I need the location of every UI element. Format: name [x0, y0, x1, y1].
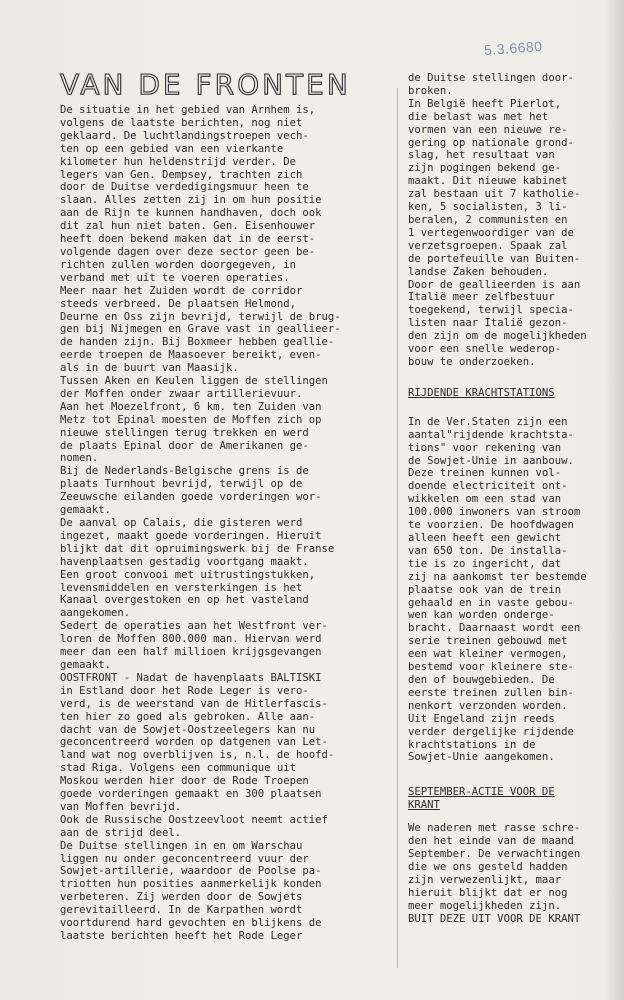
text-line: blijkt dat dit opruimingswerk bij de Franse: [60, 542, 335, 555]
text-line: ten op een gebied van een vierkante: [60, 142, 284, 155]
text-line: den zijn om de mogelijkheden: [408, 330, 587, 343]
krachtstations-article: [408, 416, 613, 764]
text-line: Meer naar het Zuiden wordt de corridor: [60, 284, 303, 297]
left-column-article: [60, 104, 390, 943]
text-line: heeft doen bekend maken dat in de eerst-: [60, 233, 316, 246]
text-line: Aan het Moezelfront, 6 km. ten Zuiden van: [60, 400, 322, 413]
text-line: toegekend, terwijl specia-: [408, 304, 574, 317]
text-line: Een groot convooi met uitrustingstukken,: [60, 568, 316, 581]
text-line: alleen heeft een gewicht: [408, 532, 562, 544]
text-line: 100.000 inwoners van stroom: [408, 506, 581, 519]
text-line: listen naar Italië gezon-: [408, 317, 568, 330]
text-line: wikkelen om een stad van: [408, 493, 562, 506]
text-line: doende electriciteit ont-: [408, 480, 568, 493]
text-line: triotten hun posities aanmerkelijk konden: [60, 878, 322, 891]
column-divider: [397, 88, 398, 968]
text-line: nieuwe stellingen terug trekken en werd: [60, 426, 309, 439]
text-line: dit zal hun niet baten. Gen. Eisenhouwer: [60, 220, 316, 233]
text-line: bestemd voor kleinere ste-: [408, 661, 574, 674]
text-line: tions" voor rekening van: [408, 441, 562, 454]
text-line: slaan. Alles zetten zij in om hun positie: [60, 194, 322, 207]
text-line: aan de Rijn te kunnen handhaven, doch ook: [60, 207, 322, 220]
text-line: gemaakt.: [60, 658, 112, 671]
text-line: kilometer hun heldenstrijd verder. De: [60, 155, 296, 168]
text-line: BUIT DEZE UIT VOOR DE KRANT: [408, 912, 581, 925]
text-line: Deze treinen kunnen vol-: [408, 467, 562, 480]
text-line: ken, 5 socialisten, 3 li-: [408, 201, 568, 214]
text-line: In België heeft Pierlot,: [408, 97, 562, 110]
text-line: land wat nog overblijven is, n.l. de hoofd-: [60, 749, 335, 762]
text-line: gen bij Nijmegen en Grave vast in geallieer-: [60, 323, 341, 336]
text-line: stad Riga. Volgens een communique uit: [60, 762, 296, 775]
text-line: plaats Turnhout bevrijd, terwijl op de: [60, 478, 303, 491]
text-line: een wat kleiner vermogen,: [408, 648, 568, 661]
text-line: die we ons gesteld hadden: [408, 861, 568, 874]
text-line: zijn pogingen bekend ge-: [408, 162, 562, 175]
text-line: hieruit blijkt dat er nog: [408, 886, 568, 899]
text-line: In de Ver.Staten zijn een: [408, 415, 568, 428]
text-line: van Moffen bevrijd.: [60, 800, 182, 813]
text-line: den het einde van de maand: [408, 835, 574, 848]
text-line: maakt. Dit nieuwe kabinet: [408, 175, 568, 188]
text-line: gerevitailleerd. In de Karpathen wordt: [60, 904, 303, 917]
heading-line: SEPTEMBER-ACTIE VOOR DE: [408, 786, 555, 799]
heading-line: KRANT: [408, 799, 440, 812]
text-line: aan de strijd deel.: [60, 826, 182, 839]
text-line: volgende dagen over deze sector geen be-: [60, 245, 316, 258]
text-line: Uit Engeland zijn reeds: [408, 712, 555, 725]
text-line: voor een snelle wederop-: [408, 343, 562, 356]
text-line: Deurne en Oss zijn bevrijd, terwijl de brug-: [60, 310, 341, 323]
text-line: te voorzien. De hoofdwagen: [408, 519, 574, 532]
text-line: September. De verwachtingen: [408, 848, 581, 861]
archive-number-annotation: 5.3.6680: [483, 37, 543, 59]
text-line: geconcentreerd worden op datgenen van Let-: [60, 736, 328, 749]
text-line: ingezet, maakt goede vorderingen. Hieruit: [60, 529, 322, 542]
text-line: in Estland door het Rode Leger is vero-: [60, 684, 309, 697]
right-column: [408, 72, 613, 926]
text-line: slag, het resultaat van: [408, 149, 555, 162]
text-line: bouw te onderzoeken.: [408, 355, 536, 368]
text-line: plaatse ook van de trein: [408, 583, 562, 596]
text-line: De aanval op Calais, die gisteren werd: [60, 517, 303, 529]
text-line: Sowjet-artillerie, waardoor de Poolse pa-: [60, 865, 322, 878]
text-line: steeds verbreed. De plaatsen Helmond,: [60, 297, 296, 310]
text-line: zal bestaan uit 7 katholie-: [408, 188, 581, 201]
text-line: nenkort verzonden worden.: [408, 699, 568, 712]
text-line: Ook de Russische Oostzeevloot neemt actief: [60, 813, 328, 826]
text-line: Metz tot Epinal moesten de Moffen zich op: [60, 413, 322, 426]
text-line: aangekomen.: [60, 607, 131, 620]
text-line: de plaats Epinal door de Amerikanen ge-: [60, 439, 309, 452]
text-line: Sedert de operaties aan het Westfront ver-: [60, 620, 328, 633]
text-line: verbeteren. Zij werden door de Sowjets: [60, 891, 303, 904]
text-line: gering op nationale grond-: [408, 136, 574, 149]
text-line: zij na aankomst ter bestemde: [408, 570, 587, 583]
text-line: Moskou werden hier door de Rode Troepen: [60, 775, 309, 788]
text-line: de portefeuille van Buiten-: [408, 252, 581, 265]
text-line: verder dergelijke rijdende: [408, 725, 574, 738]
text-line: tie is zo ingericht, dat: [408, 557, 562, 570]
text-line: meer dan een half millioen krijgsgevangen: [60, 646, 322, 659]
text-line: nomen.: [60, 452, 99, 465]
section-heading-september-actie: [408, 786, 613, 812]
text-line: goede vorderingen gemaakt en 300 plaatsen: [60, 788, 322, 801]
text-line: De situatie in het gebied van Arnhem is,: [60, 104, 316, 116]
text-line: broken.: [408, 84, 453, 97]
text-line: den of bouwgebieden. De: [408, 673, 555, 686]
text-line: legers van Gen. Dempsey, trachten zich: [60, 168, 303, 181]
text-line: levensmiddelen en versterkingen is het: [60, 581, 303, 594]
september-actie-article: [408, 822, 613, 925]
text-line: de handen zijn. Bij Boxmeer hebben geallie-: [60, 336, 335, 349]
text-line: der Moffen onder zwaar artillerievuur.: [60, 387, 303, 400]
text-line: dacht van de Sowjet-Oostzeelegers kan nu: [60, 723, 316, 736]
text-line: Sowjet-Unie aangekomen.: [408, 751, 555, 764]
text-line: door de Duitse verdedigingsmuur heen te: [60, 181, 309, 194]
text-line: meer mogelijkheden zijn.: [408, 899, 562, 912]
text-line: Tussen Aken en Keulen liggen de stellingen: [60, 375, 328, 388]
text-line: krachtstations in de: [408, 738, 536, 751]
text-line: Door de geallieerden is aan: [408, 278, 581, 291]
text-line: eerste treinen zullen bin-: [408, 686, 574, 699]
text-line: beralen, 2 communisten en: [408, 213, 568, 226]
text-line: vormen van een nieuwe re-: [408, 123, 568, 136]
text-line: laatste berichten heeft het Rode Leger: [60, 930, 303, 942]
text-line: Italië meer zelfbestuur: [408, 291, 555, 304]
section-heading-krachtstations: RIJDENDE KRACHTSTATIONS: [408, 386, 555, 399]
belgium-italy-article: [408, 72, 613, 369]
text-line: serie treinen gebouwd met: [408, 635, 568, 648]
text-line: volgens de laatste berichten, nog niet: [60, 116, 303, 129]
text-line: landse Zaken behouden.: [408, 265, 549, 278]
masthead-title: VAN DE FRONTEN: [60, 68, 351, 101]
text-line: gehaald en in vaste gebou-: [408, 596, 574, 609]
text-line: havenplaatsen gestadig voortgang maakt.: [60, 555, 309, 568]
text-line: geklaard. De luchtlandingstroepen vech-: [60, 129, 309, 142]
text-line: richten zullen worden doorgegeven, in: [60, 258, 296, 271]
text-line: zijn verwezenlijkt, maar: [408, 873, 562, 886]
text-line: Kanaal overgestoken en op het vasteland: [60, 594, 309, 607]
text-line: Zeeuwsche eilanden goede vorderingen wor-: [60, 491, 322, 504]
text-line: voortdurend hard gevochten en blijkens de: [60, 917, 322, 930]
text-line: als in de buurt van Maasijk.: [60, 362, 239, 375]
text-line: liggen nu onder geconcentreerd vuur der: [60, 852, 309, 865]
text-line: verband met uit te voeren operaties.: [60, 271, 290, 284]
text-line: loren de Moffen 800.000 man. Hiervan werd: [60, 633, 322, 646]
text-line: ten hier zo goed als gebroken. Alle aan-: [60, 710, 316, 723]
text-line: aantal"rijdende krachtsta-: [408, 428, 574, 441]
text-line: de Duitse stellingen door-: [408, 72, 574, 84]
text-line: wen kan worden onderge-: [408, 609, 555, 622]
text-line: gemaakt.: [60, 504, 112, 517]
text-line: die belast was met het: [408, 110, 549, 123]
text-line: verd, is de weerstand van de Hitlerfascis-: [60, 697, 328, 710]
text-line: 1 vertegenwoordiger van de: [408, 226, 574, 239]
text-line: de Sowjet-Unie in aanbouw.: [408, 454, 574, 467]
text-line: eerde troepen de Maasoever bereikt, even-: [60, 349, 322, 362]
text-line: verzetsgroepen. Spaak zal: [408, 239, 568, 252]
text-line: Bij de Nederlands-Belgische grens is de: [60, 465, 309, 478]
text-line: De Duitse stellingen in en om Warschau: [60, 839, 303, 852]
text-line: van 650 ton. De installa-: [408, 544, 568, 557]
text-line: We naderen met rasse schre-: [408, 822, 581, 835]
text-line: bracht. Daarnaast wordt een: [408, 622, 581, 635]
text-line: OOSTFRONT - Nadat de havenplaats BALTISKI: [60, 671, 322, 684]
